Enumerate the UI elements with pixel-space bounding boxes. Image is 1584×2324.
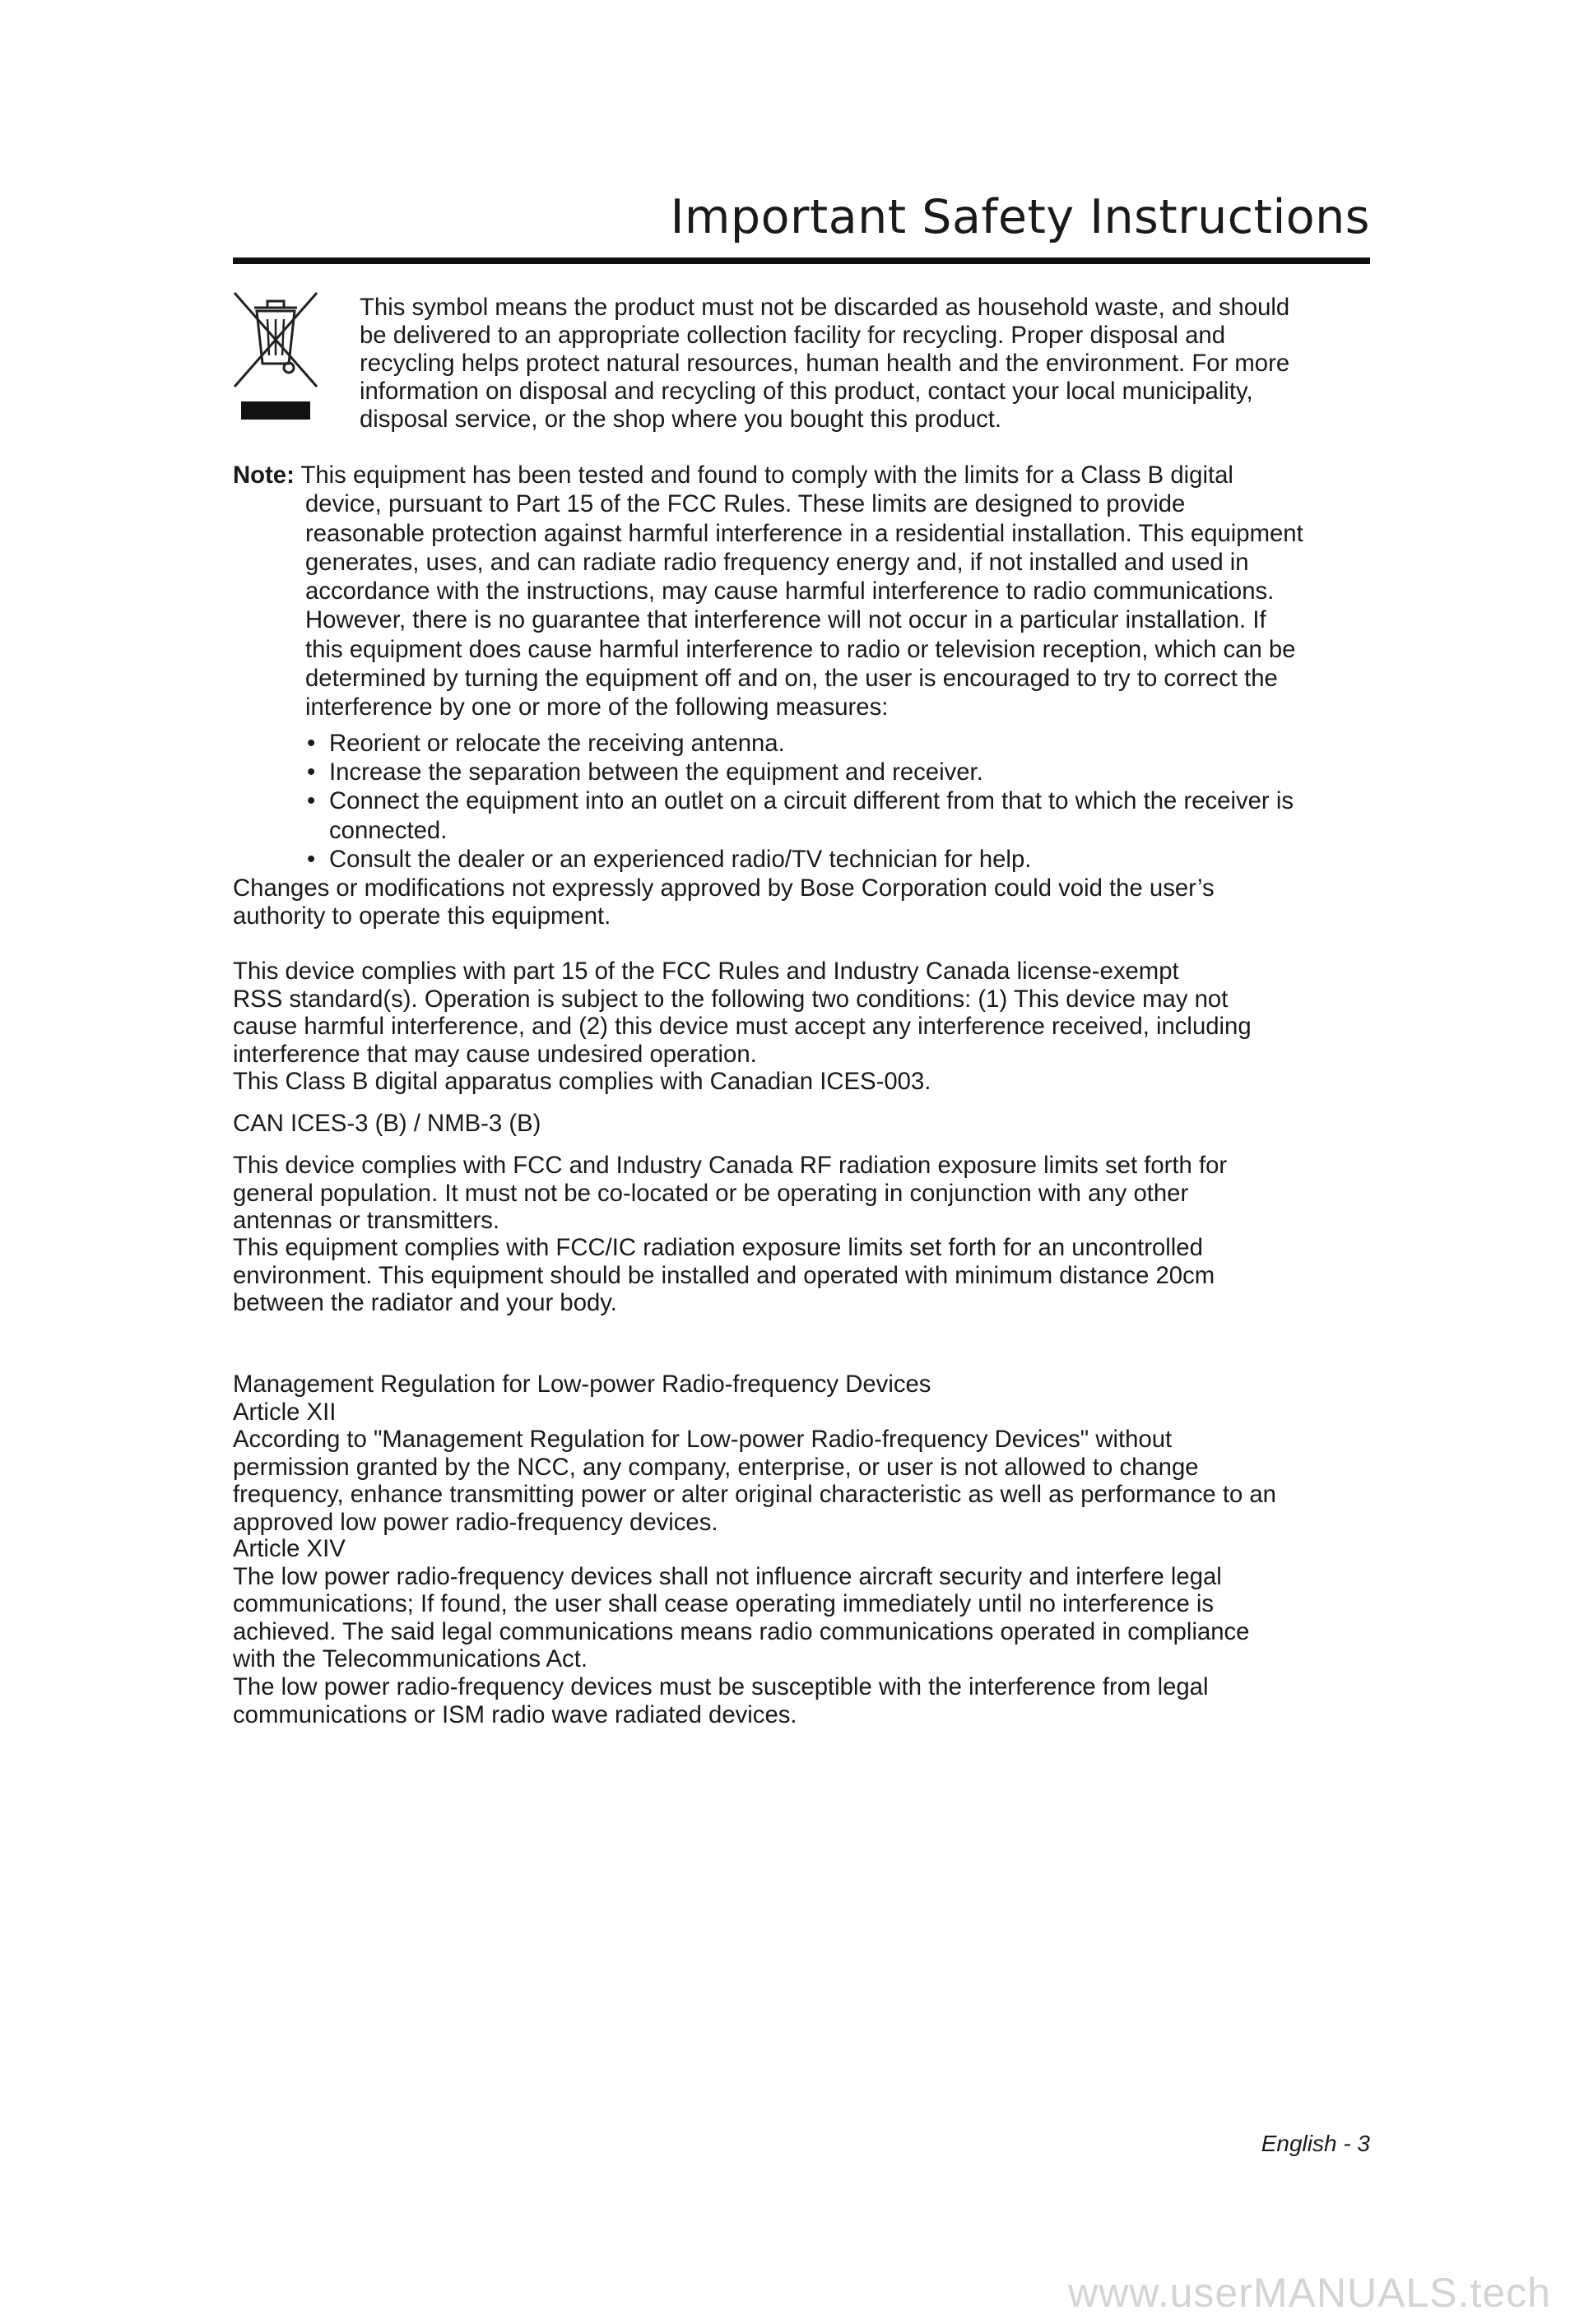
ncc-article-xii-paragraph <box>233 1371 1385 1537</box>
text-line: between the radiator and your body. <box>233 1289 617 1317</box>
text-line: be delivered to an appropriate collection facility for recycling. Proper disposal and <box>360 322 1226 349</box>
text-line: CAN ICES-3 (B) / NMB-3 (B) <box>233 1110 541 1137</box>
text-line: Management Regulation for Low-power Radio-frequency Devices <box>233 1371 931 1398</box>
text-line: accordance with the instructions, may cause harmful interference to radio communications. <box>305 578 1275 605</box>
list-item: • Reorient or relocate the receiving antenna. <box>307 729 785 757</box>
note-label: Note: <box>233 462 295 489</box>
crossed-out-wheelie-bin-icon <box>231 290 320 424</box>
ices-paragraph <box>233 1068 1385 1096</box>
can-ices-paragraph <box>233 1110 1385 1138</box>
text-line: generates, uses, and can radiate radio frequency energy and, if not installed and used in <box>305 548 1249 576</box>
note-paragraph <box>233 461 1385 722</box>
text-line: The low power radio-frequency devices shall not influence aircraft security and interfere legal <box>233 1562 1222 1590</box>
text-line: authority to operate this equipment. <box>233 902 611 930</box>
text-line: approved low power radio-frequency devices. <box>233 1508 718 1536</box>
text-line: general population. It must not be co-located or be operating in conjunction with any other <box>233 1179 1189 1207</box>
fcc-compliance-paragraph <box>233 958 1385 1068</box>
list-item: • Increase the separation between the equipment and receiver. <box>307 758 983 786</box>
text-line: Article XIV <box>233 1535 346 1562</box>
text-line: This symbol means the product must not be discarded as household waste, and should <box>360 294 1290 321</box>
text-line: information on disposal and recycling of this product, contact your local municipality, <box>360 378 1253 405</box>
text-line: device, pursuant to Part 15 of the FCC Rules. These limits are designed to provide <box>305 490 1186 518</box>
text-line: This Class B digital apparatus complies with Canadian ICES-003. <box>233 1068 931 1095</box>
text-line: This equipment complies with FCC/IC radiation exposure limits set forth for an uncontrolled <box>233 1234 1203 1261</box>
text-line: this equipment does cause harmful interference to radio or television reception, which can be <box>305 635 1296 663</box>
text-line: achieved. The said legal communications means radio communications operated in compliance <box>233 1617 1250 1645</box>
text-line: reasonable protection against harmful interference in a residential installation. This equipment <box>305 519 1303 547</box>
text-line: cause harmful interference, and (2) this device must accept any interference received, including <box>233 1013 1252 1041</box>
text-line: disposal service, or the shop where you bought this product. <box>360 406 1002 433</box>
text-line: According to "Management Regulation for Low-power Radio-frequency Devices" without <box>233 1426 1173 1454</box>
text-line: The low power radio-frequency devices must be susceptible with the interference from legal <box>233 1672 1209 1700</box>
text-line: However, there is no guarantee that interference will not occur in a particular installation. If <box>305 606 1266 634</box>
fcc-note <box>233 461 1385 874</box>
text-line: This equipment has been tested and found to comply with the limits for a Class B digital <box>300 462 1233 489</box>
text-line: This device complies with part 15 of the FCC Rules and Industry Canada license-exempt <box>233 958 1179 985</box>
measures-list <box>233 729 1385 874</box>
list-item: • Connect the equipment into an outlet on a circuit different from that to which the receiver is connected. <box>307 787 1294 844</box>
text-line: Changes or modifications not expressly approved by Bose Corporation could void the user’s <box>233 874 1215 902</box>
text-line: recycling helps protect natural resources, human health and the environment. For more <box>360 350 1290 377</box>
text-line: with the Telecommunications Act. <box>233 1645 588 1673</box>
title-rule <box>233 257 1370 264</box>
text-line: frequency, enhance transmitting power or alter original characteristic as well as performance to an <box>233 1481 1276 1509</box>
page-number: English - 3 <box>1261 2131 1370 2156</box>
list-item: • Consult the dealer or an experienced radio/TV technician for help. <box>307 845 1032 873</box>
rf-exposure-paragraph <box>233 1152 1385 1235</box>
text-line: This device complies with FCC and Industry Canada RF radiation exposure limits set forth for <box>233 1152 1228 1179</box>
text-line: interference that may cause undesired operation. <box>233 1040 757 1068</box>
watermark: www.userMANUALS.tech <box>1068 2270 1551 2316</box>
text-line: environment. This equipment should be installed and operated with minimum distance 20cm <box>233 1261 1215 1289</box>
text-line: interference by one or more of the following measures: <box>305 693 889 721</box>
radiation-limits-paragraph <box>233 1234 1385 1317</box>
ncc-article-xiv-paragraph <box>233 1535 1385 1728</box>
page-title: Important Safety Instructions <box>670 190 1370 244</box>
text-line: RSS standard(s). Operation is subject to the following two conditions: (1) This device may not <box>233 985 1229 1013</box>
text-line: Article XII <box>233 1398 337 1426</box>
text-line: communications or ISM radio wave radiated devices. <box>233 1700 797 1728</box>
weee-disposal-text <box>360 294 1380 434</box>
modifications-paragraph <box>233 874 1385 930</box>
text-line: determined by turning the equipment off and on, the user is encouraged to try to correct the <box>305 665 1278 693</box>
text-line: communications; If found, the user shall cease operating immediately until no interference is <box>233 1590 1215 1618</box>
text-line: permission granted by the NCC, any company, enterprise, or user is not allowed to change <box>233 1453 1199 1481</box>
text-line: antennas or transmitters. <box>233 1207 500 1235</box>
